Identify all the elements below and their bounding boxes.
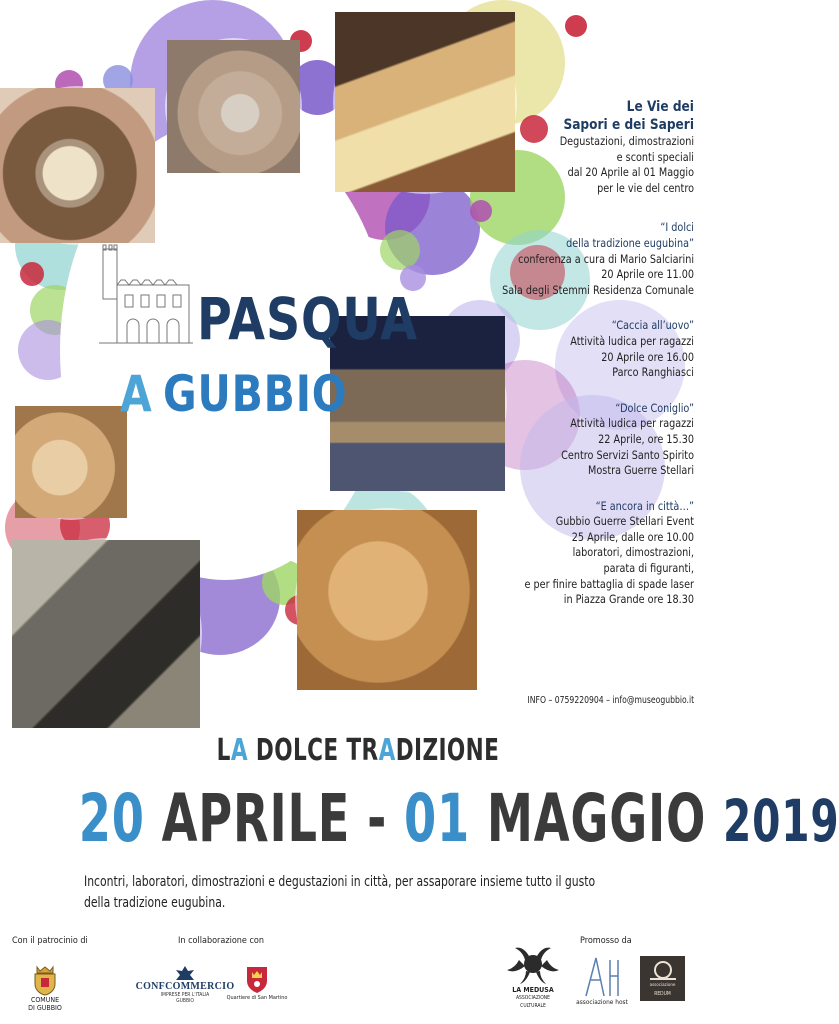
redum-logo (640, 956, 685, 1001)
event-line: 20 Aprile ore 11.00 (601, 267, 694, 282)
cake-photo (297, 510, 477, 690)
town-hall-drawing (97, 245, 193, 345)
event-line: parata di figuranti, (603, 561, 694, 576)
event-line: Sala degli Stemmi Residenza Comunale (502, 282, 694, 297)
info-contact: INFO – 0759220904 – info@museogubbio.it (527, 695, 694, 706)
event-line: e per finire battaglia di spade laser (524, 576, 694, 591)
event-line: per le vie del centro (597, 180, 694, 195)
quartiere-shield (245, 964, 269, 994)
confcommercio-name: CONFCOMMERCIO (135, 981, 235, 992)
event-line: Attività ludica per ragazzi (570, 416, 694, 431)
event-item (484, 220, 694, 298)
confcommercio-logo (135, 958, 235, 1004)
event-title: “I dolci (660, 220, 694, 235)
redum-icon (650, 960, 676, 982)
date-end-day: 01 (403, 780, 471, 857)
event-line: Attività ludica per ragazzi (570, 333, 694, 348)
event-line: Parco Ranghiasci (612, 365, 694, 380)
bubble (20, 262, 44, 286)
medusa-sub: CULTURALE (520, 1003, 546, 1009)
medusa-logo (498, 944, 568, 1010)
mirror-photo (0, 88, 155, 243)
events-list (484, 98, 694, 618)
bubble (380, 230, 420, 270)
event-title: “E ancora in città…” (595, 498, 694, 513)
comune-crest (33, 966, 57, 996)
event-line: Degustazioni, dimostrazioni (559, 134, 694, 148)
comune-name: COMUNE (30, 996, 60, 1004)
tagline-part: DOLCE TR (247, 733, 379, 768)
title-pasqua: PASQUA (197, 285, 418, 353)
event-item (484, 499, 694, 608)
event-line: Gubbio Guerre Stellari Event (555, 514, 694, 529)
patrocinio-label: Con il patrocinio di (12, 936, 88, 946)
tagline-part: DIZIONE (395, 733, 500, 768)
date-start-day: 20 (78, 780, 145, 857)
date-end-month: MAGGIO (486, 780, 724, 857)
redum-name: REDUM (654, 990, 671, 997)
event-item (484, 318, 694, 380)
event-line: 22 Aprile, ore 15.30 (598, 431, 694, 446)
redum-sub: associazione (649, 982, 676, 988)
medusa-icon (503, 944, 563, 986)
event-item (484, 98, 694, 196)
event-title: della tradizione eugubina” (566, 235, 694, 250)
quartiere-logo (228, 955, 286, 1002)
event-line: Mostra Guerre Stellari (588, 463, 694, 478)
date-year: 2019 (723, 787, 839, 855)
description: Incontri, laboratori, dimostrazioni e degustazioni in città, per assaporare insieme tutto il gusto della tradizione eugubina. (84, 874, 596, 911)
confcommercio-sub: IMPRESE PER L'ITALIA (160, 992, 210, 998)
collaborazione-label: In collaborazione con (178, 936, 265, 946)
event-heading: Sapori e dei Saperi (563, 117, 694, 133)
title-a: A (120, 365, 153, 423)
historic-photo (12, 540, 200, 728)
event-title: “Dolce Coniglio” (615, 400, 694, 415)
tagline (72, 733, 645, 768)
confcommercio-city: GUBBIO (176, 998, 194, 1004)
bubble (565, 15, 587, 37)
event-line: 20 Aprile ore 16.00 (601, 349, 694, 364)
event-title: “Caccia all’uovo” (611, 318, 694, 333)
event-item (484, 401, 694, 479)
host-icon (582, 954, 622, 998)
event-line: e sconti speciali (616, 149, 694, 164)
host-name: associazione host (576, 998, 628, 1006)
pottery-photo (167, 40, 300, 173)
event-line: in Piazza Grande ore 18.30 (563, 592, 694, 607)
event-heading: Le Vie dei (626, 99, 694, 115)
tagline-part: L (216, 733, 231, 768)
tagline-accent: A (378, 733, 396, 768)
tagline-accent: A (230, 733, 248, 768)
host-logo (577, 948, 627, 1006)
comune-name: DI GUBBIO (28, 1004, 62, 1012)
medusa-sub: ASSOCIAZIONE (515, 995, 551, 1001)
event-line: laboratori, dimostrazioni, (572, 545, 694, 560)
promosso-label: Promosso da (580, 936, 632, 946)
medusa-name: LA MEDUSA (512, 986, 554, 994)
dough-photo (15, 406, 127, 518)
event-line: dal 20 Aprile al 01 Maggio (567, 165, 694, 180)
comune-logo (20, 950, 70, 1012)
event-line: conferenza a cura di Mario Salciarini (518, 251, 694, 266)
event-line: Centro Servizi Santo Spirito (561, 447, 694, 462)
quartiere-name: Quartiere di San Martino (226, 995, 288, 1001)
confcommercio-emblem (175, 965, 195, 981)
title-gubbio: GUBBIO (163, 365, 348, 423)
event-dates (78, 780, 839, 857)
event-line: 25 Aprile, dalle ore 10.00 (571, 529, 694, 544)
date-start-month: APRILE - (161, 780, 404, 857)
